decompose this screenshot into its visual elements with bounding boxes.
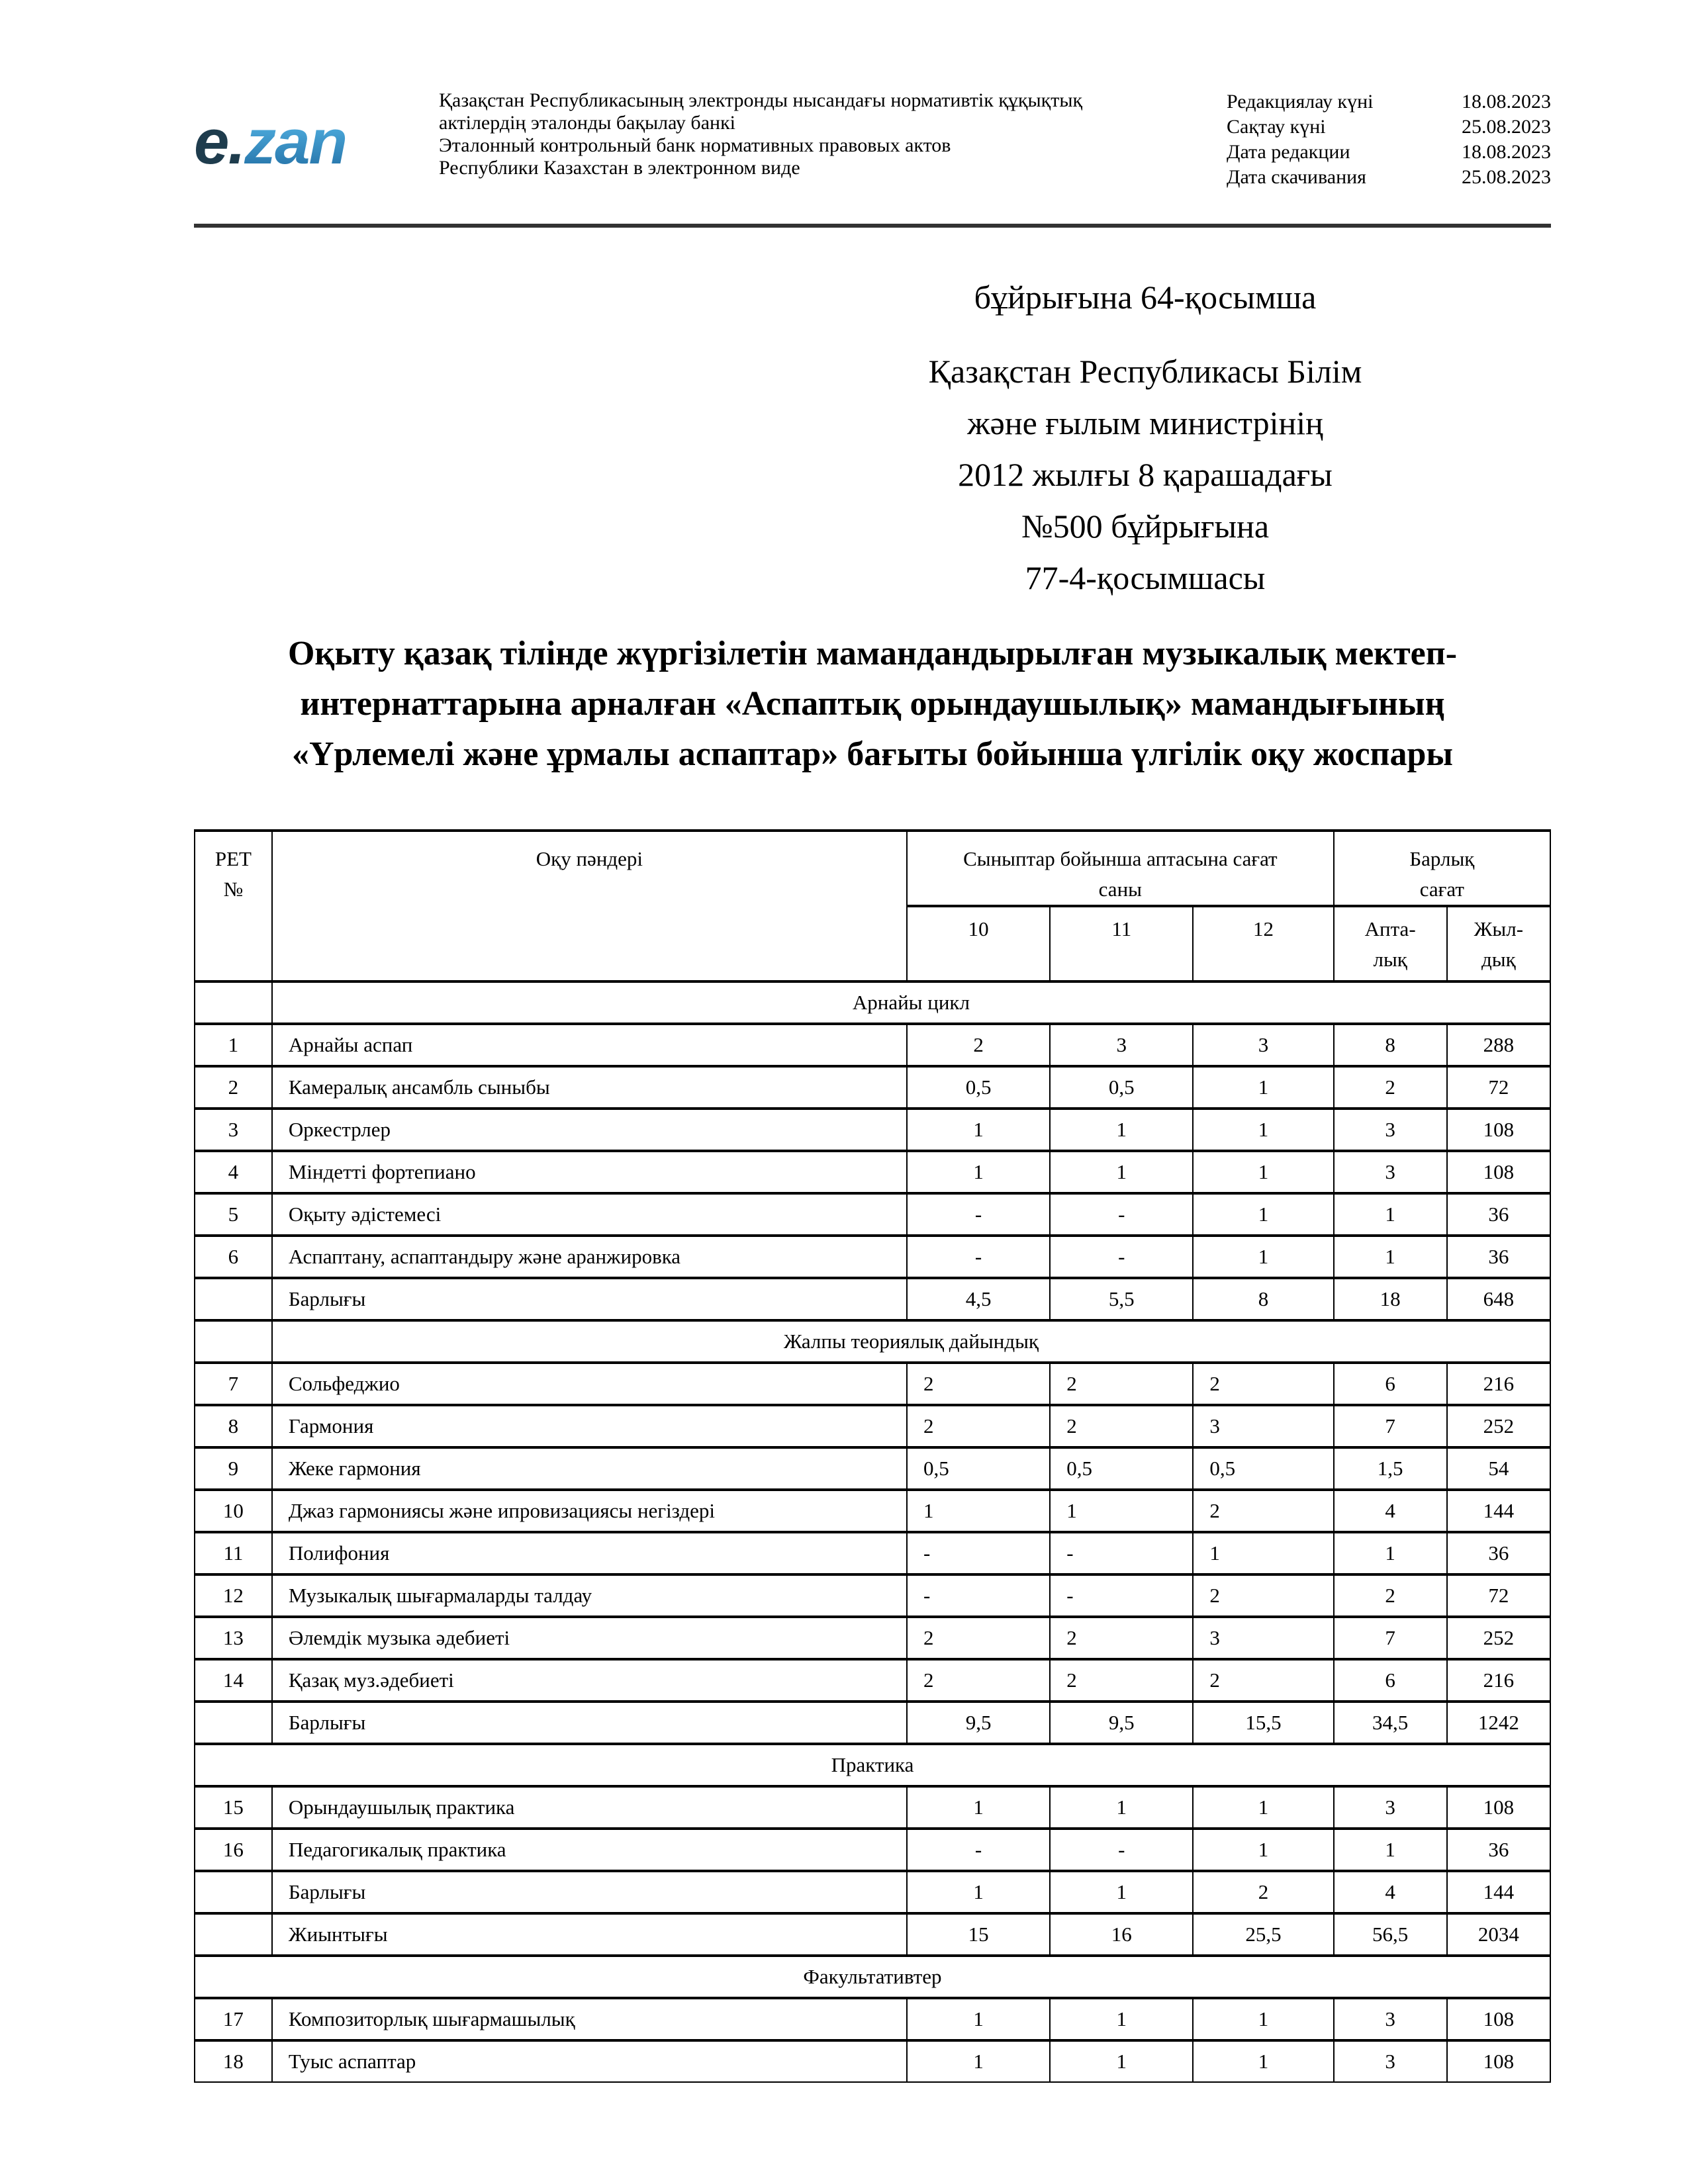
- weekly-total-cell: 7: [1334, 1405, 1447, 1447]
- subject-cell: Композиторлық шығармашылық: [272, 1998, 907, 2040]
- section-title: Факультативтер: [195, 1956, 1550, 1998]
- subject-cell: Педагогикалық практика: [272, 1829, 907, 1871]
- row-number-cell: [195, 1913, 272, 1956]
- subject-cell: Жеке гармония: [272, 1447, 907, 1490]
- weekly-total-cell: 18: [1334, 1278, 1447, 1320]
- row-number-cell: [195, 1702, 272, 1744]
- org-line: Эталонный контрольный банк нормативных правовых актов: [439, 134, 951, 156]
- grade-12-cell: 2: [1193, 1659, 1333, 1702]
- grade-10-cell: 2: [907, 1659, 1050, 1702]
- weekly-total-cell: 2: [1334, 1066, 1447, 1109]
- row-number-cell: 1: [195, 1024, 272, 1066]
- document-title: Оқыту қазақ тілінде жүргізілетін мамандандырылған музыкалық мектеп- интернаттарына арналған «Аспаптық орындаушылық» мамандығының «Үрлемелі және ұрмалы аспаптар» бағыты бойынша үлгілік оқу жоспары: [287, 635, 1458, 773]
- table-row: [195, 1574, 1550, 1617]
- row-number-cell: 10: [195, 1490, 272, 1532]
- row-number-cell: 4: [195, 1151, 272, 1193]
- grade-10-cell: 1: [907, 2040, 1050, 2082]
- grade-10-cell: 2: [907, 1363, 1050, 1405]
- yearly-total-cell: 144: [1447, 1871, 1550, 1913]
- grade-10-cell: -: [907, 1236, 1050, 1278]
- grade-11-cell: -: [1050, 1193, 1193, 1236]
- yearly-total-cell: 1242: [1447, 1702, 1550, 1744]
- subject-cell: Жиынтығы: [272, 1913, 907, 1956]
- header-divider: [194, 224, 1551, 228]
- grade-11-cell: 16: [1050, 1913, 1193, 1956]
- section-header-row: [195, 981, 1550, 1024]
- document-header: [194, 86, 1551, 218]
- section-number-cell: [195, 1320, 272, 1363]
- weekly-total-cell: 1: [1334, 1829, 1447, 1871]
- yearly-total-cell: 108: [1447, 2040, 1550, 2082]
- subtotal-row: [195, 1702, 1550, 1744]
- subject-cell: Камералық ансамбль сыныбы: [272, 1066, 907, 1109]
- yearly-total-cell: 36: [1447, 1829, 1550, 1871]
- table-row: [195, 1659, 1550, 1702]
- subject-cell: Қазақ муз.әдебиеті: [272, 1659, 907, 1702]
- table-row: [195, 1532, 1550, 1574]
- grade-10-cell: 15: [907, 1913, 1050, 1956]
- weekly-total-cell: 34,5: [1334, 1702, 1447, 1744]
- grade-12-cell: 1: [1193, 1532, 1333, 1574]
- table-row: [195, 1066, 1550, 1109]
- table-row: [195, 1829, 1550, 1871]
- table-header-row: [195, 831, 1550, 906]
- weekly-total-cell: 3: [1334, 1998, 1447, 2040]
- subject-cell: Оркестрлер: [272, 1109, 907, 1151]
- row-number-cell: 7: [195, 1363, 272, 1405]
- weekly-total-cell: 56,5: [1334, 1913, 1447, 1956]
- grade-12-cell: 3: [1193, 1405, 1333, 1447]
- grade-11-cell: 1: [1050, 1786, 1193, 1829]
- subtotal-row: [195, 1278, 1550, 1320]
- row-number-cell: [195, 1278, 272, 1320]
- subject-cell: Орындаушылық практика: [272, 1786, 907, 1829]
- weekly-total-cell: 3: [1334, 1151, 1447, 1193]
- yearly-total-cell: 252: [1447, 1405, 1550, 1447]
- meta-row-download-date-ru: Дата скачивания 25.08.2023: [1227, 166, 1551, 188]
- grade-10-cell: 1: [907, 1871, 1050, 1913]
- grade-12-cell: 1: [1193, 1066, 1333, 1109]
- yearly-total-cell: 144: [1447, 1490, 1550, 1532]
- header-grade-11: 11: [1050, 906, 1193, 981]
- grade-10-cell: -: [907, 1829, 1050, 1871]
- grade-12-cell: 2: [1193, 1574, 1333, 1617]
- table-row: [195, 1786, 1550, 1829]
- subtotal-row: [195, 1913, 1550, 1956]
- grade-12-cell: 1: [1193, 1829, 1333, 1871]
- subject-cell: Әлемдік музыка әдебиеті: [272, 1617, 907, 1659]
- yearly-total-cell: 36: [1447, 1193, 1550, 1236]
- weekly-total-cell: 4: [1334, 1871, 1447, 1913]
- grade-10-cell: 9,5: [907, 1702, 1050, 1744]
- table-row: [195, 1405, 1550, 1447]
- subject-cell: Полифония: [272, 1532, 907, 1574]
- header-grades-group: Сыныптар бойынша аптасына сағат саны: [907, 831, 1334, 906]
- table-row: [195, 1193, 1550, 1236]
- header-weekly: Апта- лық: [1334, 906, 1447, 981]
- subtotal-row: [195, 1871, 1550, 1913]
- subject-cell: Туыс аспаптар: [272, 2040, 907, 2082]
- section-title: Жалпы теориялық дайындық: [272, 1320, 1550, 1363]
- weekly-total-cell: 3: [1334, 1109, 1447, 1151]
- grade-12-cell: 0,5: [1193, 1447, 1333, 1490]
- header-number: РЕТ №: [195, 831, 272, 981]
- org-line: Республики Казахстан в электронном виде: [439, 157, 800, 179]
- yearly-total-cell: 108: [1447, 1109, 1550, 1151]
- yearly-total-cell: 648: [1447, 1278, 1550, 1320]
- grade-11-cell: 3: [1050, 1024, 1193, 1066]
- curriculum-table: [194, 829, 1551, 2083]
- yearly-total-cell: 288: [1447, 1024, 1550, 1066]
- header-grade-12: 12: [1193, 906, 1333, 981]
- subject-cell: Барлығы: [272, 1278, 907, 1320]
- subject-cell: Джаз гармониясы және ипровизациясы негіздері: [272, 1490, 907, 1532]
- subject-cell: Гармония: [272, 1405, 907, 1447]
- grade-11-cell: 1: [1050, 1151, 1193, 1193]
- section-number-cell: [195, 981, 272, 1024]
- row-number-cell: 5: [195, 1193, 272, 1236]
- grade-11-cell: 1: [1050, 1490, 1193, 1532]
- row-number-cell: 12: [195, 1574, 272, 1617]
- grade-10-cell: 1: [907, 1490, 1050, 1532]
- subject-cell: Міндетті фортепиано: [272, 1151, 907, 1193]
- grade-12-cell: 1: [1193, 1236, 1333, 1278]
- grade-11-cell: -: [1050, 1574, 1193, 1617]
- grade-11-cell: 2: [1050, 1405, 1193, 1447]
- organization-name: [439, 89, 1082, 179]
- yearly-total-cell: 2034: [1447, 1913, 1550, 1956]
- ezan-logo: e.zan: [194, 107, 347, 177]
- grade-11-cell: 2: [1050, 1617, 1193, 1659]
- row-number-cell: 17: [195, 1998, 272, 2040]
- table-row: [195, 1447, 1550, 1490]
- grade-10-cell: -: [907, 1193, 1050, 1236]
- grade-11-cell: 2: [1050, 1363, 1193, 1405]
- grade-10-cell: 0,5: [907, 1066, 1050, 1109]
- yearly-total-cell: 252: [1447, 1617, 1550, 1659]
- grade-11-cell: 1: [1050, 1871, 1193, 1913]
- yearly-total-cell: 216: [1447, 1659, 1550, 1702]
- yearly-total-cell: 216: [1447, 1363, 1550, 1405]
- yearly-total-cell: 72: [1447, 1574, 1550, 1617]
- grade-10-cell: 1: [907, 1109, 1050, 1151]
- grade-11-cell: 5,5: [1050, 1278, 1193, 1320]
- grade-10-cell: 1: [907, 1151, 1050, 1193]
- subject-cell: Сольфеджио: [272, 1363, 907, 1405]
- grade-12-cell: 2: [1193, 1490, 1333, 1532]
- table-row: [195, 2040, 1550, 2082]
- grade-10-cell: 1: [907, 1998, 1050, 2040]
- grade-12-cell: 1: [1193, 1151, 1333, 1193]
- meta-row-save-date-kz: Сақтау күні 25.08.2023: [1227, 116, 1551, 138]
- document-dates: [1227, 89, 1551, 190]
- weekly-total-cell: 2: [1334, 1574, 1447, 1617]
- subject-cell: Барлығы: [272, 1702, 907, 1744]
- table-row: [195, 1998, 1550, 2040]
- grade-12-cell: 8: [1193, 1278, 1333, 1320]
- row-number-cell: 15: [195, 1786, 272, 1829]
- meta-row-edit-date-kz: Редакциялау күні 18.08.2023: [1227, 91, 1551, 113]
- weekly-total-cell: 1: [1334, 1236, 1447, 1278]
- grade-10-cell: -: [907, 1574, 1050, 1617]
- subject-cell: Музыкалық шығармаларды талдау: [272, 1574, 907, 1617]
- section-header-row: [195, 1320, 1550, 1363]
- grade-11-cell: -: [1050, 1829, 1193, 1871]
- weekly-total-cell: 3: [1334, 2040, 1447, 2082]
- grade-11-cell: 1: [1050, 1109, 1193, 1151]
- subject-cell: Аспаптану, аспаптандыру және аранжировка: [272, 1236, 907, 1278]
- yearly-total-cell: 108: [1447, 1151, 1550, 1193]
- row-number-cell: 13: [195, 1617, 272, 1659]
- header-yearly: Жыл- дық: [1447, 906, 1550, 981]
- header-subjects: Оқу пәндері: [272, 831, 907, 981]
- row-number-cell: 16: [195, 1829, 272, 1871]
- grade-12-cell: 2: [1193, 1871, 1333, 1913]
- weekly-total-cell: 7: [1334, 1617, 1447, 1659]
- row-number-cell: 11: [195, 1532, 272, 1574]
- subject-cell: Оқыту әдістемесі: [272, 1193, 907, 1236]
- grade-11-cell: 0,5: [1050, 1066, 1193, 1109]
- yearly-total-cell: 36: [1447, 1236, 1550, 1278]
- annex-order-reference: Қазақстан Республикасы Білім және ғылым министрінің 2012 жылғы 8 қарашадағы №500 бұйрығына 77-4-қосымшасы: [928, 353, 1362, 596]
- header-grade-10: 10: [907, 906, 1050, 981]
- table-row: [195, 1617, 1550, 1659]
- grade-12-cell: 1: [1193, 1193, 1333, 1236]
- grade-10-cell: 2: [907, 1617, 1050, 1659]
- grade-11-cell: 2: [1050, 1659, 1193, 1702]
- grade-12-cell: 25,5: [1193, 1913, 1333, 1956]
- grade-11-cell: 1: [1050, 2040, 1193, 2082]
- table-row: [195, 1236, 1550, 1278]
- section-header-row: [195, 1744, 1550, 1786]
- yearly-total-cell: 72: [1447, 1066, 1550, 1109]
- grade-12-cell: 1: [1193, 1109, 1333, 1151]
- weekly-total-cell: 1: [1334, 1193, 1447, 1236]
- grade-12-cell: 15,5: [1193, 1702, 1333, 1744]
- weekly-total-cell: 1,5: [1334, 1447, 1447, 1490]
- row-number-cell: 3: [195, 1109, 272, 1151]
- row-number-cell: 14: [195, 1659, 272, 1702]
- org-line: актілердің эталонды бақылау банкі: [439, 112, 735, 134]
- subject-cell: Арнайы аспап: [272, 1024, 907, 1066]
- grade-11-cell: -: [1050, 1532, 1193, 1574]
- row-number-cell: 9: [195, 1447, 272, 1490]
- section-header-row: [195, 1956, 1550, 1998]
- row-number-cell: 2: [195, 1066, 272, 1109]
- yearly-total-cell: 36: [1447, 1532, 1550, 1574]
- grade-10-cell: 1: [907, 1786, 1050, 1829]
- grade-10-cell: 2: [907, 1405, 1050, 1447]
- yearly-total-cell: 54: [1447, 1447, 1550, 1490]
- weekly-total-cell: 6: [1334, 1363, 1447, 1405]
- table-row: [195, 1024, 1550, 1066]
- weekly-total-cell: 1: [1334, 1532, 1447, 1574]
- grade-10-cell: 2: [907, 1024, 1050, 1066]
- section-title: Практика: [195, 1744, 1550, 1786]
- grade-12-cell: 1: [1193, 2040, 1333, 2082]
- grade-12-cell: 2: [1193, 1363, 1333, 1405]
- grade-12-cell: 1: [1193, 1786, 1333, 1829]
- yearly-total-cell: 108: [1447, 1998, 1550, 2040]
- grade-10-cell: -: [907, 1532, 1050, 1574]
- grade-12-cell: 1: [1193, 1998, 1333, 2040]
- grade-12-cell: 3: [1193, 1024, 1333, 1066]
- grade-11-cell: 0,5: [1050, 1447, 1193, 1490]
- meta-row-edit-date-ru: Дата редакции 18.08.2023: [1227, 141, 1551, 163]
- yearly-total-cell: 108: [1447, 1786, 1550, 1829]
- row-number-cell: [195, 1871, 272, 1913]
- header-total-group: Барлық сағат: [1334, 831, 1550, 906]
- grade-11-cell: 1: [1050, 1998, 1193, 2040]
- weekly-total-cell: 4: [1334, 1490, 1447, 1532]
- weekly-total-cell: 3: [1334, 1786, 1447, 1829]
- table-row: [195, 1490, 1550, 1532]
- row-number-cell: 18: [195, 2040, 272, 2082]
- weekly-total-cell: 6: [1334, 1659, 1447, 1702]
- section-title: Арнайы цикл: [272, 981, 1550, 1024]
- grade-11-cell: -: [1050, 1236, 1193, 1278]
- grade-10-cell: 4,5: [907, 1278, 1050, 1320]
- weekly-total-cell: 8: [1334, 1024, 1447, 1066]
- row-number-cell: 6: [195, 1236, 272, 1278]
- table-row: [195, 1363, 1550, 1405]
- annex-reference: бұйрығына 64-қосымша: [974, 279, 1317, 316]
- subject-cell: Барлығы: [272, 1871, 907, 1913]
- row-number-cell: 8: [195, 1405, 272, 1447]
- grade-11-cell: 9,5: [1050, 1702, 1193, 1744]
- grade-10-cell: 0,5: [907, 1447, 1050, 1490]
- table-row: [195, 1109, 1550, 1151]
- grade-12-cell: 3: [1193, 1617, 1333, 1659]
- org-line: Қазақстан Республикасының электронды нысандағы нормативтік құқықтық: [439, 89, 1083, 111]
- table-row: [195, 1151, 1550, 1193]
